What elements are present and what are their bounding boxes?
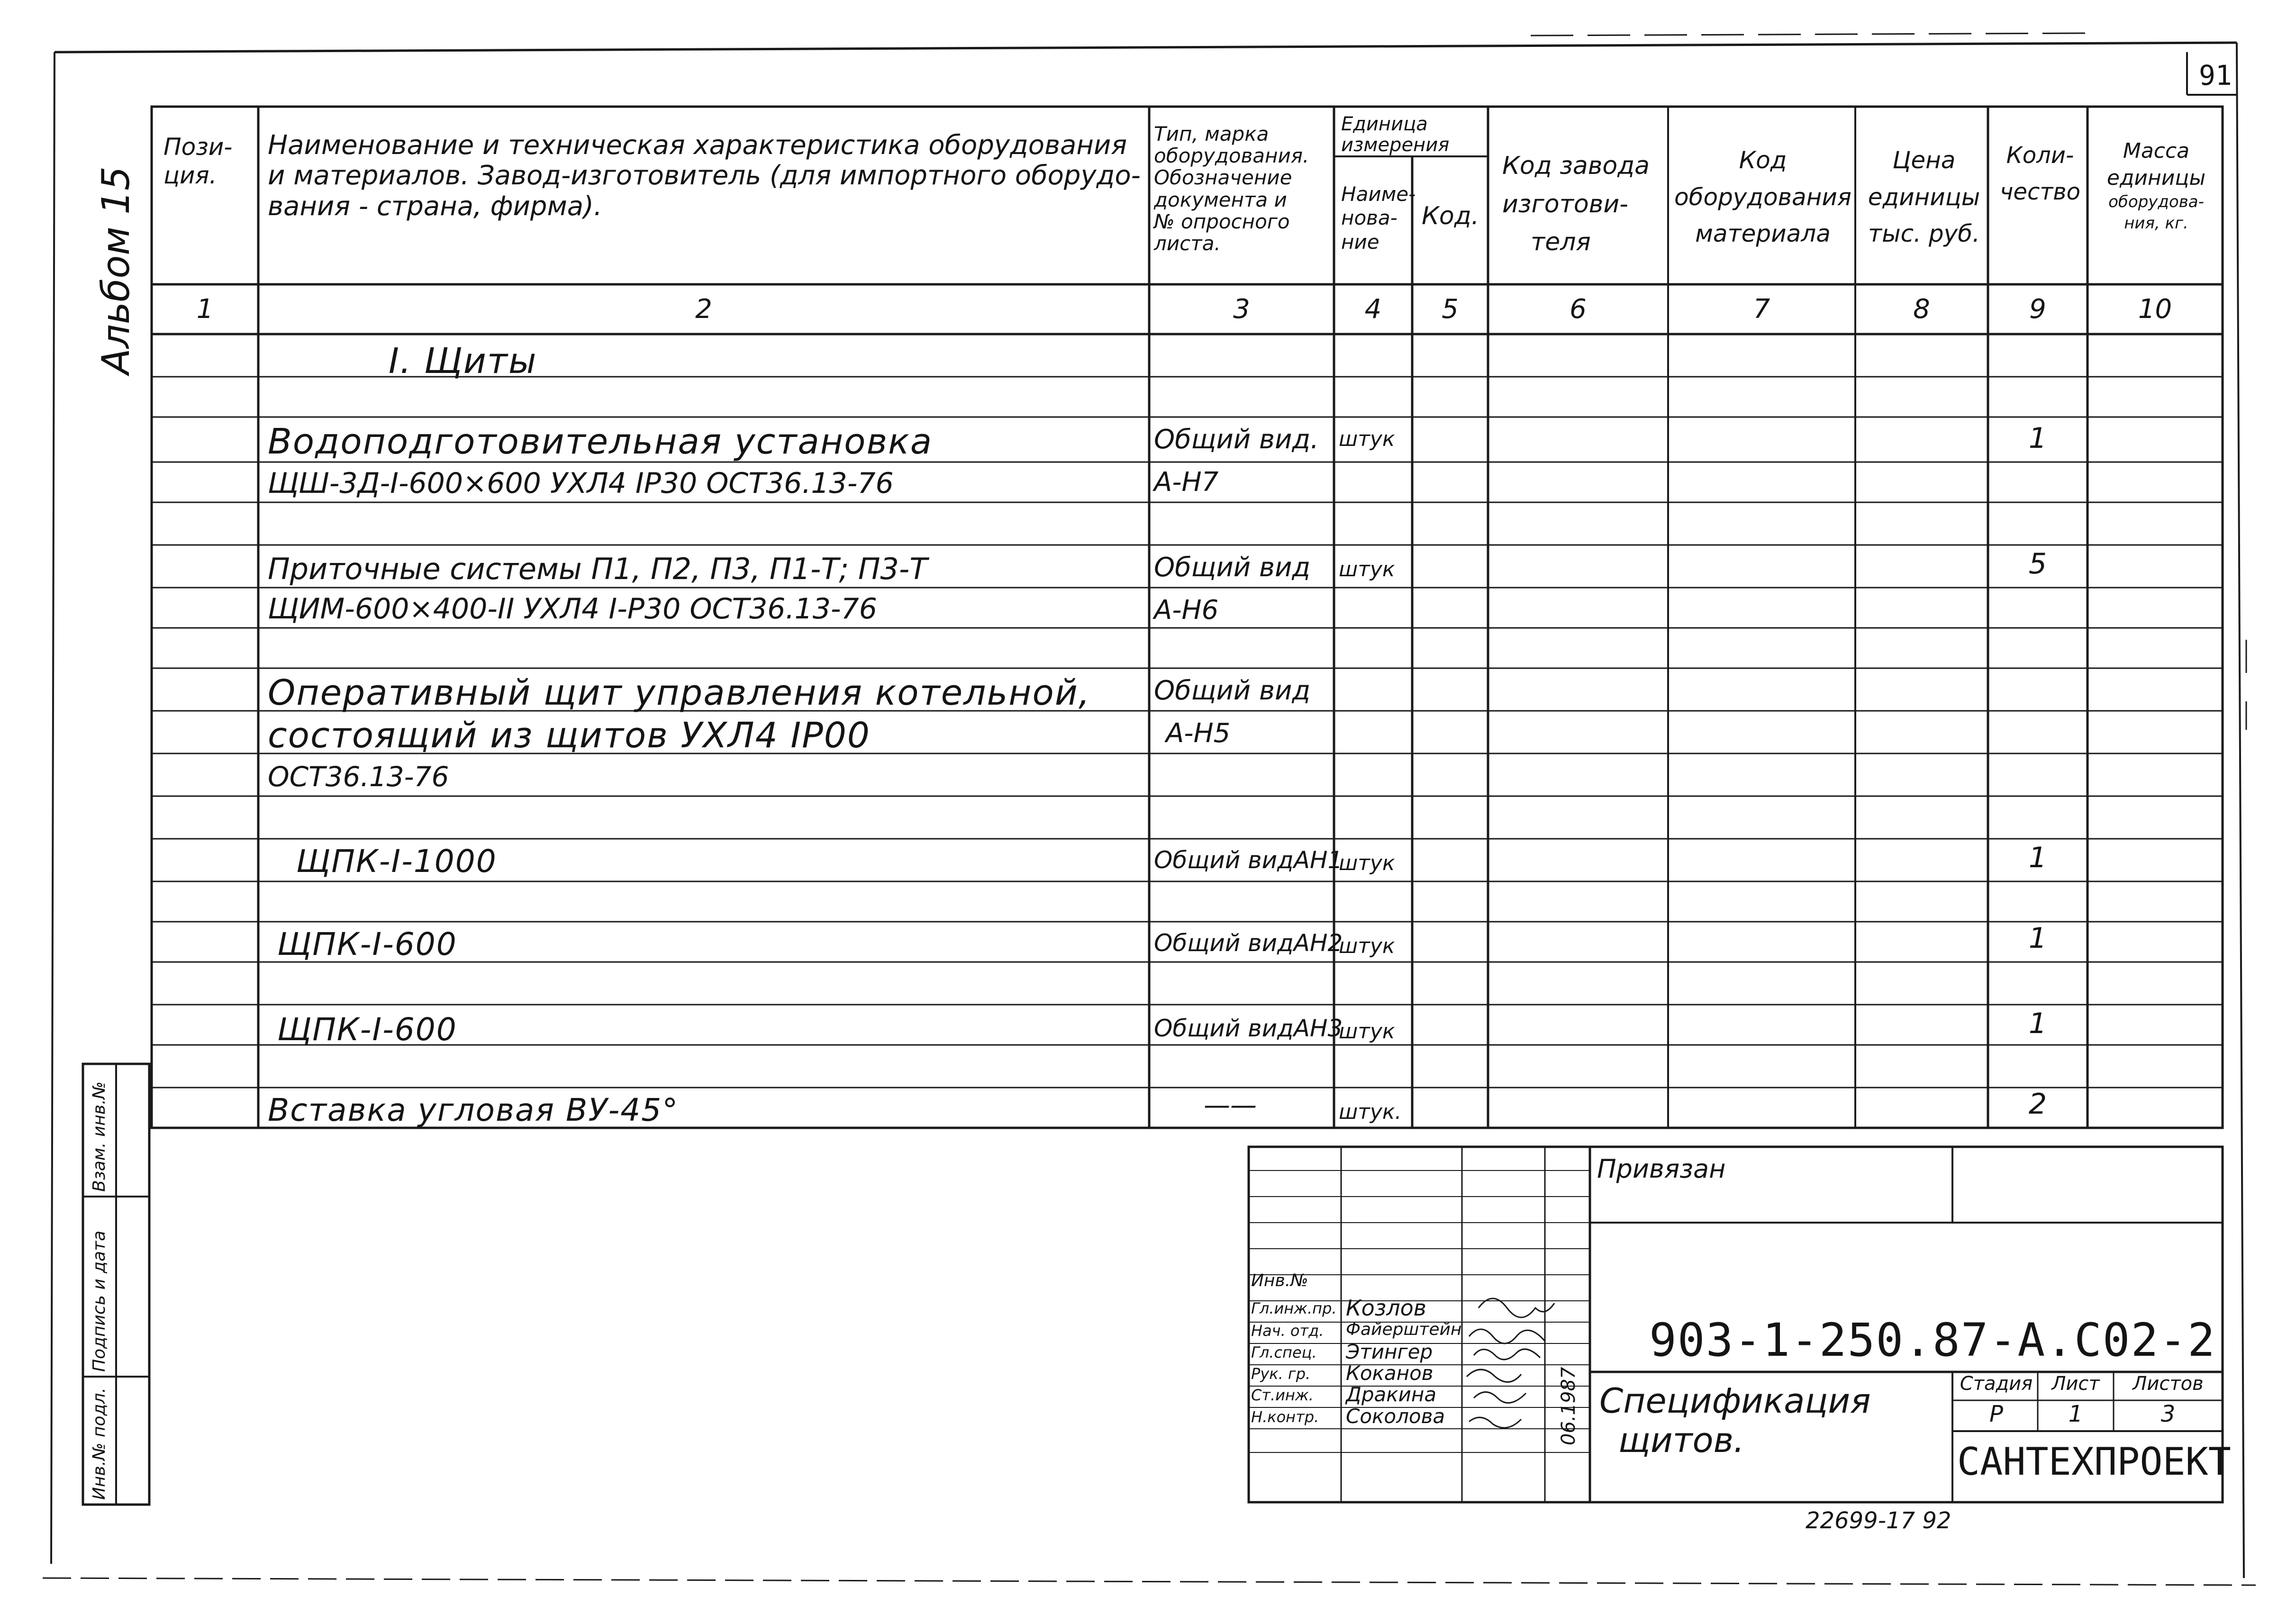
role: Ст.инж.	[1251, 1386, 1314, 1404]
role: Гл.инж.пр.	[1251, 1299, 1337, 1317]
header-col-2: Наименование и техническая характеристика оборудования и материалов. Завод-изготовитель (для импортного оборудо- вания - страна, фирма).	[268, 130, 1141, 222]
col-num-5: 5	[1442, 294, 1459, 325]
header-col-1: Пози- ция.	[163, 133, 233, 189]
album-label: Альбом 15	[94, 166, 138, 374]
header-col-6: Код завода изготови- теля	[1502, 152, 1650, 257]
stamp-signature-date: Подпись и дата	[90, 1230, 109, 1372]
page-number: 91	[2199, 59, 2232, 91]
stamp-inv-podl: Инв.№ подл.	[90, 1388, 109, 1500]
item-name: Оперативный щит управления котельной,	[268, 672, 1091, 713]
item-unit: штук	[1339, 557, 1395, 581]
item-qty: 2	[2028, 1088, 2047, 1121]
col-num-6: 6	[1570, 294, 1587, 325]
item-unit: штук	[1339, 1019, 1395, 1043]
col-num-10: 10	[2138, 294, 2172, 325]
col-num-8: 8	[1913, 294, 1930, 325]
item-name: ЩПК-I-1000	[296, 843, 497, 880]
sheet-value: 1	[2068, 1401, 2083, 1427]
header-unit-group: Единица измерения	[1341, 113, 1450, 156]
item-qty: 1	[2028, 422, 2047, 455]
person-name: Дракина	[1346, 1383, 1437, 1406]
stage-value: Р	[1989, 1401, 2003, 1427]
person-name: Соколова	[1346, 1405, 1445, 1428]
item-name: ЩПК-I-600	[277, 926, 457, 962]
item-name: Водоподготовительная установка	[268, 421, 933, 462]
item-name: ЩШ-3Д-I-600×600 УХЛ4 IР30 ОСТ36.13-76	[268, 467, 894, 500]
item-unit: штук	[1339, 934, 1395, 958]
item-unit: штук	[1339, 427, 1395, 451]
item-type: Общий вид.	[1154, 424, 1319, 455]
footer-number: 22699-17 92	[1806, 1507, 1951, 1534]
item-qty: 1	[2028, 841, 2047, 874]
role: Н.контр.	[1251, 1408, 1319, 1426]
role: Рук. гр.	[1251, 1365, 1311, 1383]
item-type: Общий видАН1	[1154, 846, 1343, 874]
item-qty: 5	[2028, 547, 2047, 581]
section-title: I. Щиты	[389, 341, 537, 381]
header-col-3: Тип, марка оборудования. Обозначение документа и № опросного листа.	[1154, 122, 1309, 255]
col-num-3: 3	[1233, 294, 1250, 325]
item-type: А-Н5	[1166, 718, 1231, 749]
inv-label: Инв.№	[1251, 1271, 1308, 1290]
col-num-4: 4	[1364, 294, 1382, 325]
item-type: Общий видАН3	[1154, 1015, 1343, 1042]
col-num-2: 2	[695, 294, 712, 325]
role: Нач. отд.	[1251, 1322, 1324, 1340]
sheets-value: 3	[2160, 1401, 2176, 1427]
date-stamp: 06.1987	[1558, 1367, 1579, 1445]
item-name: ЩПК-I-600	[277, 1011, 457, 1048]
header-col-7: Код оборудования материала	[1674, 146, 1851, 247]
header-col-4: Наиме- нова- ние	[1341, 182, 1416, 254]
item-qty: 1	[2028, 922, 2047, 955]
sheets-label: Листов	[2133, 1373, 2204, 1395]
person-name: Этингер	[1346, 1340, 1433, 1363]
col-num-1: 1	[196, 294, 214, 325]
person-name: Файерштейн	[1346, 1320, 1462, 1339]
header-col-9: Коли- чество	[2000, 142, 2080, 205]
document-title: Спецификация щитов.	[1599, 1381, 1871, 1460]
item-name: ОСТ36.13-76	[268, 761, 449, 793]
col-num-7: 7	[1753, 294, 1770, 325]
col-num-9: 9	[2029, 294, 2046, 325]
item-type: Общий видАН2	[1154, 929, 1343, 957]
header-col-10: Масса единицы оборудова- ния, кг.	[2106, 139, 2206, 233]
header-col-8: Цена единицы тыс. руб.	[1868, 146, 1980, 247]
item-name: Приточные системы П1, П2, П3, П1-Т; П3-Т	[268, 552, 928, 586]
stage-label: Стадия	[1960, 1373, 2033, 1395]
stamp-vzam-inv: Взам. инв.№	[90, 1081, 109, 1192]
item-type: Общий вид	[1154, 552, 1311, 583]
role: Гл.спец.	[1251, 1343, 1317, 1361]
item-type: ——	[1204, 1090, 1257, 1121]
header-col-5: Код.	[1422, 202, 1479, 230]
privyazan-label: Привязан	[1597, 1154, 1726, 1184]
item-type: Общий вид	[1154, 675, 1311, 706]
item-name: состоящий из щитов УХЛ4 IР00	[268, 715, 871, 756]
item-unit: штук	[1339, 851, 1395, 875]
person-name: Коканов	[1346, 1361, 1434, 1385]
organization-name: САНТЕХПРОЕКТ	[1957, 1440, 2231, 1484]
item-qty: 1	[2028, 1007, 2047, 1040]
item-name: Вставка угловая ВУ-45°	[268, 1092, 679, 1128]
sheet-label: Лист	[2051, 1373, 2100, 1395]
item-type: А-Н7	[1154, 467, 1219, 498]
document-code: 903-1-250.87-А.С02-2	[1649, 1314, 2216, 1367]
item-unit: штук.	[1339, 1100, 1402, 1124]
item-type: А-Н6	[1154, 595, 1219, 626]
item-name: ЩИМ-600×400-II УХЛ4 I-Р30 ОСТ36.13-76	[268, 592, 877, 626]
person-name: Козлов	[1346, 1295, 1426, 1321]
